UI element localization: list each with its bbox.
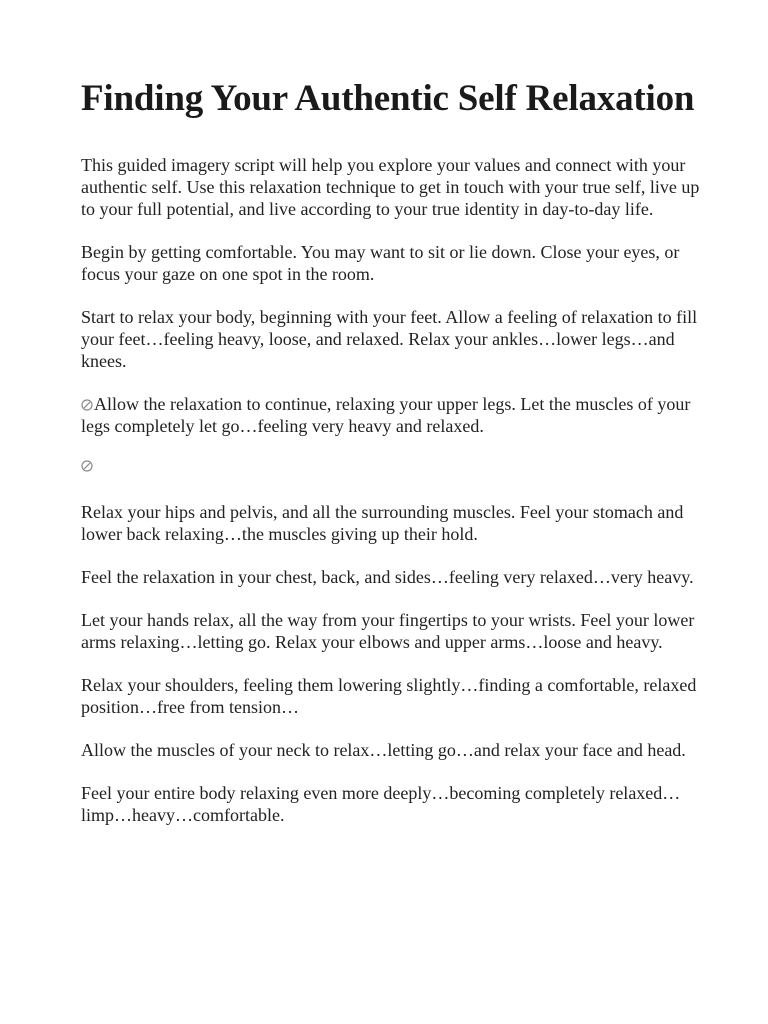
paragraph-neck: Allow the muscles of your neck to relax…letting go…and relax your face and head. [81, 740, 686, 760]
document-body [81, 154, 701, 826]
paragraph-feet: Start to relax your body, beginning with your feet. Allow a feeling of relaxation to fill your feet…feeling heavy, loose, and relaxed. Relax your ankles…lower legs…and knees. [81, 307, 698, 371]
paragraph-hands: Let your hands relax, all the way from your fingertips to your wrists. Feel your lower arms relaxing…letting go. Relax your elbows and upper arms…loose and heavy. [81, 610, 695, 652]
paragraph-upper-legs [81, 393, 701, 437]
paragraph-shoulders: Relax your shoulders, feeling them lowering slightly…finding a comfortable, relaxed position…free from tension… [81, 675, 697, 717]
paragraph-intro: This guided imagery script will help you explore your values and connect with your authentic self. Use this relaxation technique to get in touch with your true self, live up to your full potential, and live according to your true identity in day-to-day life. [81, 155, 700, 219]
circle-slash-icon [81, 459, 93, 471]
paragraph-chest: Feel the relaxation in your chest, back, and sides…feeling very relaxed…very heavy. [81, 567, 694, 587]
paragraph-hips: Relax your hips and pelvis, and all the surrounding muscles. Feel your stomach and lower back relaxing…the muscles giving up their hold. [81, 502, 684, 544]
icon-line [81, 458, 701, 480]
paragraph-begin: Begin by getting comfortable. You may want to sit or lie down. Close your eyes, or focus your gaze on one spot in the room. [81, 242, 680, 284]
paragraph-upper-legs-text: Allow the relaxation to continue, relaxing your upper legs. Let the muscles of your legs completely let go…feeling very heavy and relaxed. [81, 394, 691, 436]
paragraph-entire-body: Feel your entire body relaxing even more deeply…becoming completely relaxed…limp…heavy…comfortable. [81, 783, 681, 825]
circle-slash-icon [81, 394, 93, 406]
document-page [81, 76, 701, 847]
page-title: Finding Your Authentic Self Relaxation [81, 78, 695, 119]
